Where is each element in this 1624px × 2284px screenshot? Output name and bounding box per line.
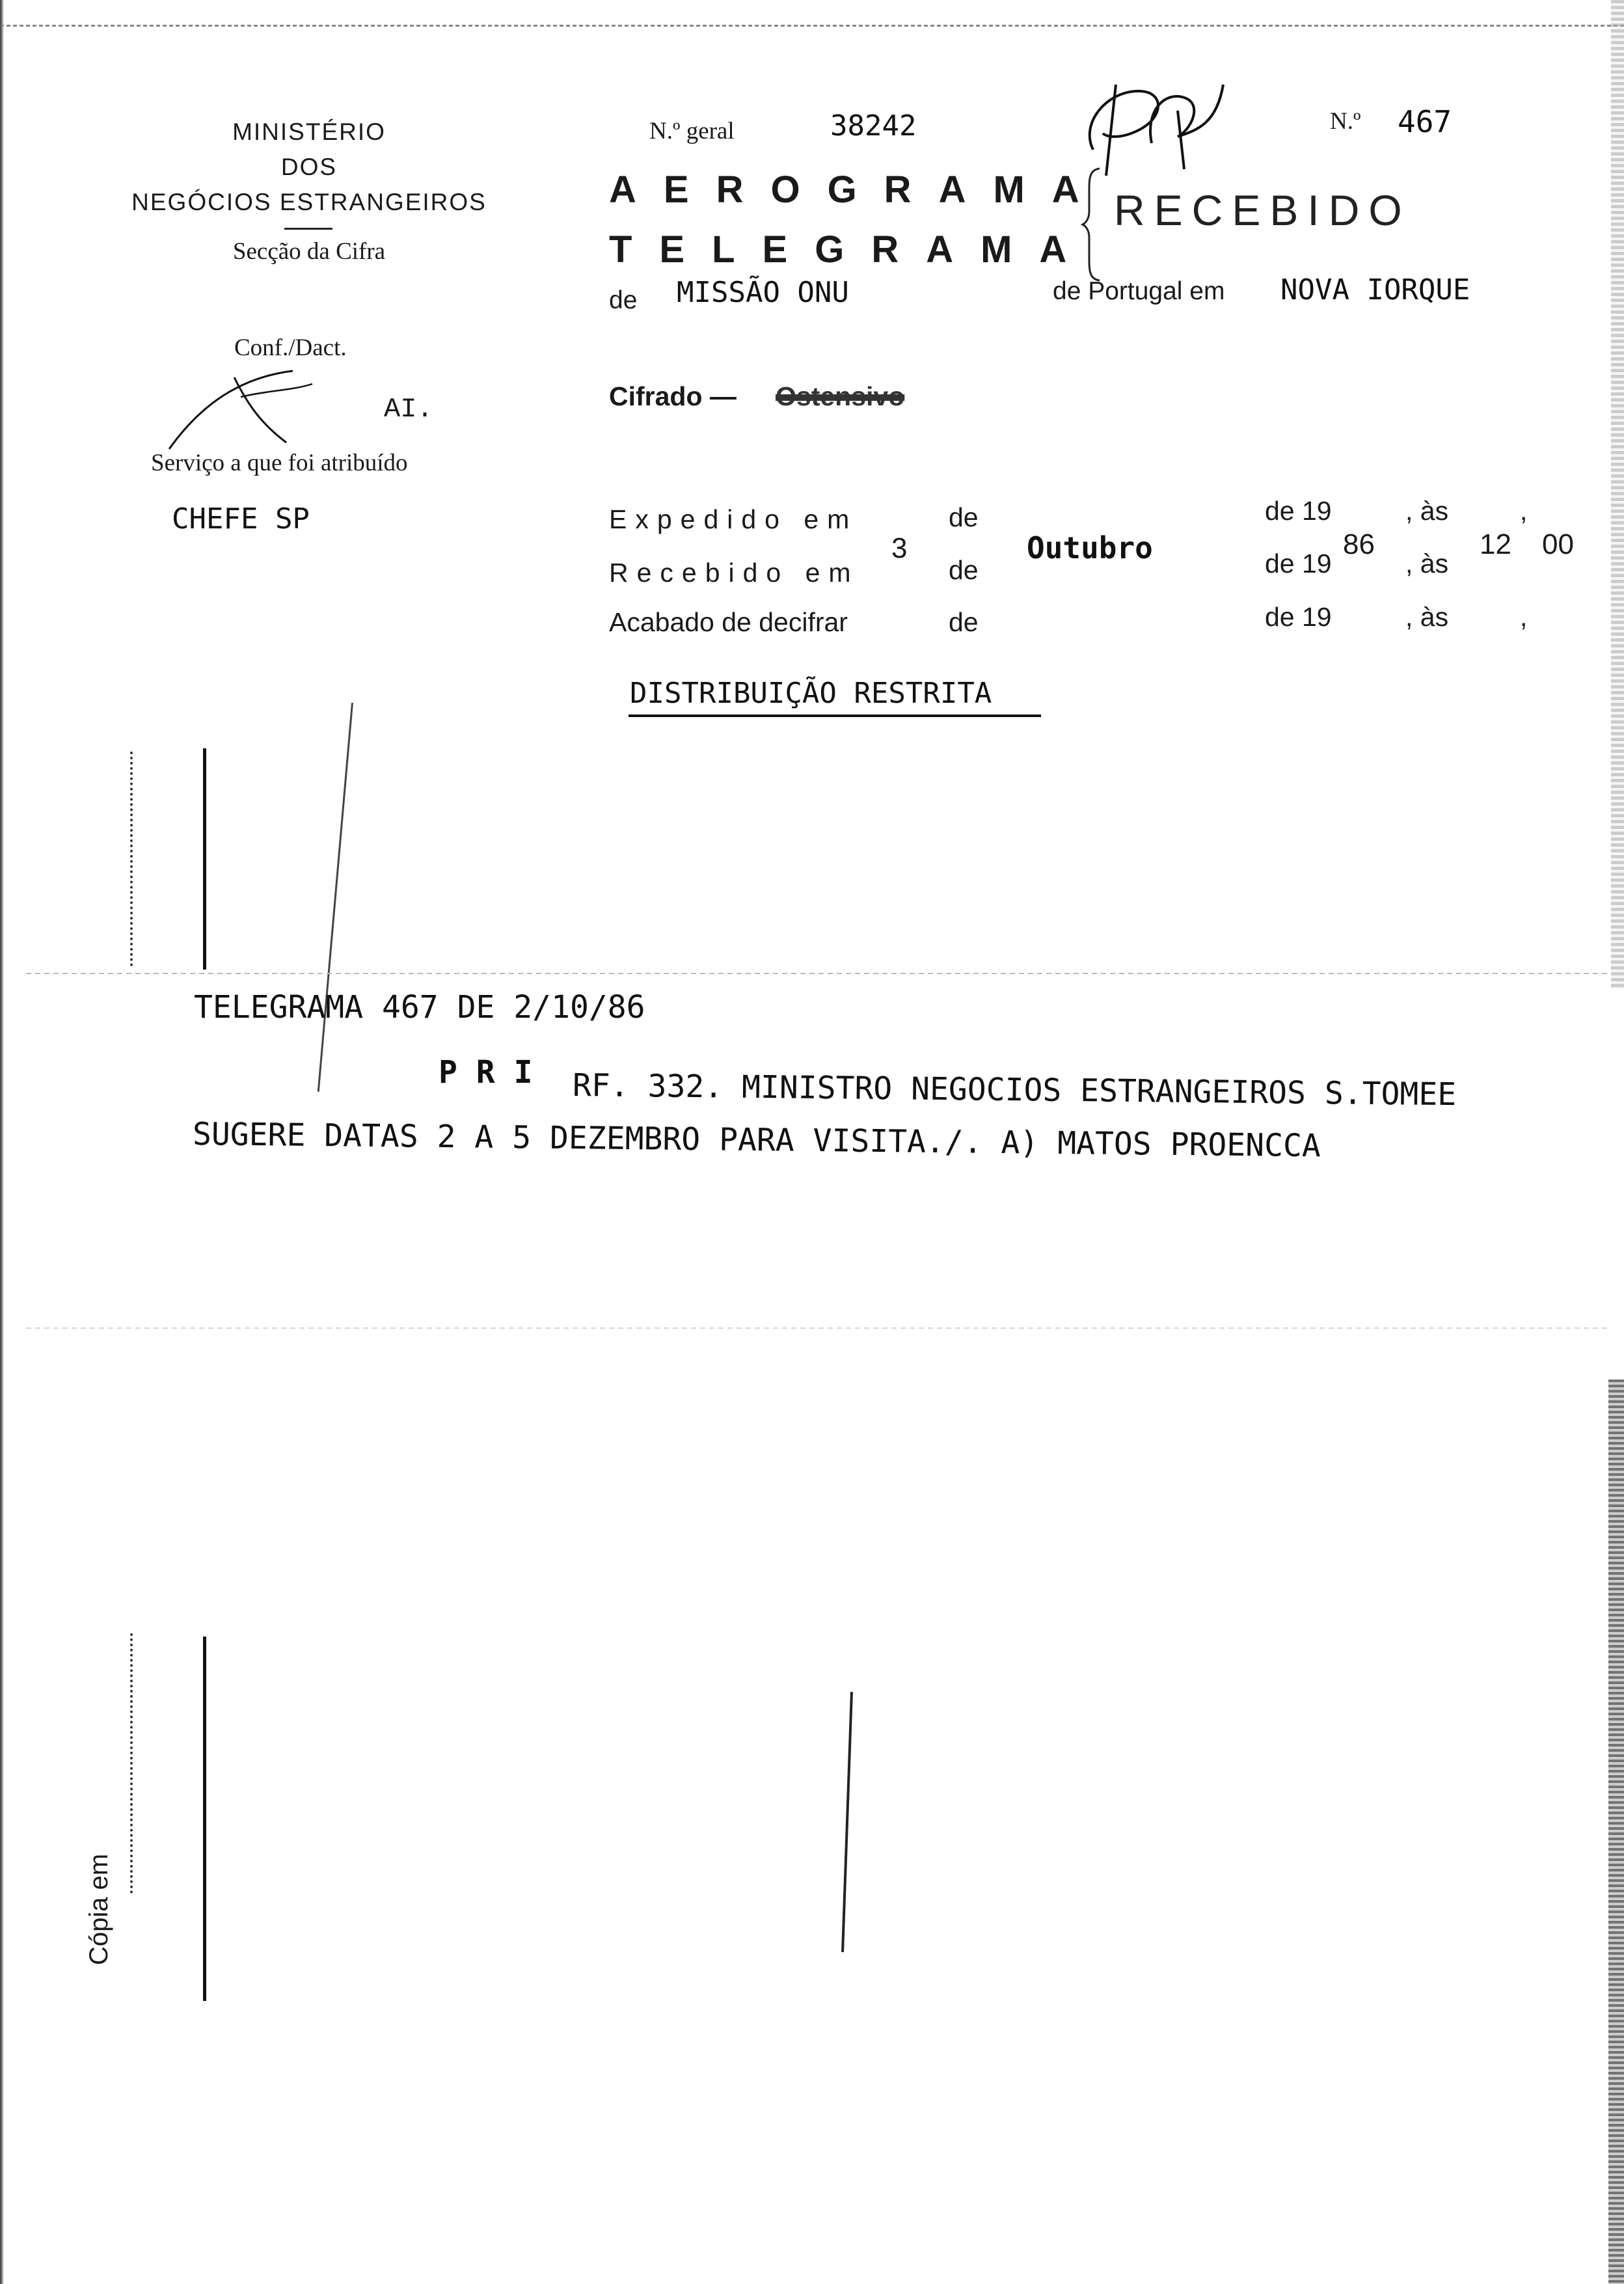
left-edge bbox=[0, 0, 4, 2284]
expedido-comma: , bbox=[1520, 496, 1528, 526]
recebido-label: Recebido em bbox=[609, 558, 859, 588]
lower-stroke bbox=[841, 1692, 853, 1952]
de-portugal-label: de Portugal em bbox=[1053, 277, 1225, 305]
n-geral-value: 38242 bbox=[830, 109, 917, 143]
section-separator bbox=[26, 973, 1607, 974]
lower-separator bbox=[26, 1327, 1607, 1329]
recebido-as: , às bbox=[1405, 549, 1449, 578]
body-line1: TELEGRAMA 467 DE 2/10/86 bbox=[194, 989, 645, 1026]
ministry-header bbox=[98, 115, 521, 220]
acabado-as: , às bbox=[1405, 602, 1449, 632]
expedido-label: Expedido em bbox=[609, 504, 858, 534]
distribution-underline bbox=[629, 714, 1041, 717]
type-telegrama: TELEGRAMA bbox=[609, 228, 1094, 271]
acabado-comma: , bbox=[1520, 602, 1528, 632]
lower-dotted-margin bbox=[130, 1633, 133, 1894]
ostensivo-struck: Ostensivo bbox=[776, 381, 905, 411]
fold-line bbox=[318, 703, 353, 1092]
recebido-month: Outubro bbox=[1027, 530, 1153, 565]
acabado-label: Acabado de decifrar bbox=[609, 607, 848, 637]
seccao-label: Secção da Cifra bbox=[232, 238, 386, 265]
ministry-underline bbox=[284, 228, 332, 230]
upper-dotted-margin bbox=[130, 752, 133, 966]
expedido-as: , às bbox=[1405, 496, 1449, 526]
ai-code: AI. bbox=[384, 394, 433, 425]
right-edge bbox=[1611, 0, 1624, 989]
expedido-de: de bbox=[949, 502, 979, 532]
body-line2-prefix: P R I bbox=[439, 1054, 533, 1091]
de-label: de bbox=[609, 286, 638, 314]
lower-solid-margin bbox=[203, 1637, 206, 2001]
upper-solid-margin bbox=[203, 748, 206, 970]
body-line2: RF. 332. MINISTRO NEGOCIOS ESTRANGEIROS S.TOMEE bbox=[572, 1067, 1457, 1113]
recebido-de: de bbox=[949, 555, 979, 585]
recebido-min: 00 bbox=[1542, 528, 1574, 560]
n-geral-label: N.º geral bbox=[649, 118, 735, 144]
recebido-day: 3 bbox=[891, 532, 908, 564]
ministry-line1: MINISTÉRIO bbox=[232, 118, 386, 145]
de-value: MISSÃO ONU bbox=[677, 276, 849, 309]
servico-value: CHEFE SP bbox=[172, 502, 310, 536]
numero-value: 467 bbox=[1398, 104, 1452, 139]
acabado-de: de bbox=[949, 607, 979, 637]
recebido-year: 86 bbox=[1343, 528, 1375, 560]
ministry-line3: NEGÓCIOS ESTRANGEIROS bbox=[131, 189, 487, 215]
brace-icon bbox=[1080, 166, 1106, 283]
handwritten-cross-icon bbox=[163, 364, 319, 455]
distribution-label: DISTRIBUIÇÃO RESTRITA bbox=[630, 677, 992, 710]
acabado-year: de 19 bbox=[1265, 602, 1332, 632]
ministry-line2: DOS bbox=[280, 154, 338, 180]
servico-label: Serviço a que foi atribuído bbox=[151, 450, 408, 476]
de-portugal-value: NOVA IORQUE bbox=[1280, 273, 1470, 306]
copia-label: Cópia em bbox=[85, 1853, 113, 1965]
type-aerograma: AEROGRAMA bbox=[609, 169, 1107, 211]
recebido-hour: 12 bbox=[1480, 528, 1511, 560]
top-border bbox=[0, 25, 1624, 27]
expedido-year: de 19 bbox=[1265, 496, 1332, 526]
recebido-de19: de 19 bbox=[1265, 549, 1332, 578]
conf-dact-label: Conf./Dact. bbox=[234, 334, 347, 361]
status-stamp: RECEBIDO bbox=[1114, 186, 1411, 234]
body-line3: SUGERE DATAS 2 A 5 DEZEMBRO PARA VISITA./. A) MATOS PROENCCA bbox=[192, 1116, 1321, 1165]
numero-label: N.º bbox=[1330, 108, 1361, 135]
cifrado-label: Cifrado — bbox=[609, 381, 737, 411]
right-edge-lower bbox=[1608, 1380, 1624, 2284]
